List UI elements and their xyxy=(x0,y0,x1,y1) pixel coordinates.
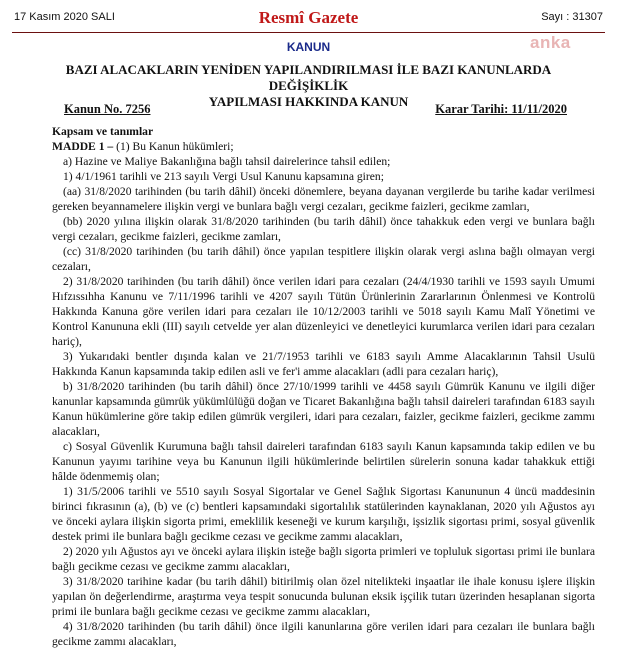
paragraph: 3) Yukarıdaki bentler dışında kalan ve 21/7/1953 tarihli ve 6183 sayılı Amme Alacaklarının Tahsil Usulü Hakkında Kanun kapsamında takip edilen asli ve fer'i amme alacakları (adli para cezaları hariç), xyxy=(52,350,595,378)
article-intro-text: (1) Bu Kanun hükümleri; xyxy=(113,140,234,153)
paragraph: 3) 31/8/2020 tarihine kadar (bu tarih dâhil) bitirilmiş olan özel nitelikteki inşaatlar ile ihale konusu işlere ilişkin yapılan ön değerlendirme, araştırma veya tespit sonucunda bulunan eksik işçilik tutarı üzerinden hesaplanan sigorta primi ile bunlara bağlı gecikme cezası ve gecikme zammı alacakları, xyxy=(52,575,595,618)
document-type-label: KANUN xyxy=(286,40,331,54)
header-divider xyxy=(12,32,605,33)
watermark-logo: anka xyxy=(530,33,571,52)
paragraph: (cc) 31/8/2020 tarihinden (bu tarih dâhil) önce yapılan tespitlere ilişkin olarak vergi aslına bağlı olmayan vergi cezaları, xyxy=(52,245,595,273)
paragraph: (bb) 2020 yılına ilişkin olarak 31/8/2020 tarihinden (bu tarih dâhil) önce tahakkuk eden vergi ve bunlara bağlı vergi cezaları, gecikme faizleri, gecikme zamları, xyxy=(52,215,595,243)
paragraph: 1) 31/5/2006 tarihli ve 5510 sayılı Sosyal Sigortalar ve Genel Sağlık Sigortası Kanununun 4 üncü maddesinin birinci fıkrasının (a), (b) ve (c) bentleri kapsamındaki sigortalılık statülerinden kaynaklanan, 2020 yılı Ağustos ayı ve önceki aylara ilişkin sigorta primi, emeklilik keseneği ve kurum karşılığı, işsizlik sigortası primi, sosyal güvenlik destek primi ile bunlara bağlı gecikme cezası ve gecikme zammı alacakları, xyxy=(52,485,595,543)
decision-date: Karar Tarihi: 11/11/2020 xyxy=(435,102,567,116)
paragraph: 2) 31/8/2020 tarihinden (bu tarih dâhil) önce verilen idari para cezaları (24/4/1930 tarihli ve 1593 sayılı Umumi Hıfzıssıhha Kanunu ve 7/11/1996 tarihli ve 4207 sayılı Tütün Ürünlerinin Zararlarının Önlenmesi ve Kontrolü Hakkında Kanuna göre verilen idari para cezaları ile 10/12/2003 tarihli ve 5018 sayılı Kamu Malî Yönetimi ve Kontrol Kanununa ekli (III) sayılı cetvelde yer alan düzenleyici ve denetleyici kurumlarca verilen idari para cezaları hariç), xyxy=(52,275,595,348)
paragraph: b) 31/8/2020 tarihinden (bu tarih dâhil) önce 27/10/1999 tarihli ve 4458 sayılı Gümrük Kanunu ve ilgili diğer kanunlar kapsamında gümrük yükümlülüğü doğan ve Ticaret Bakanlığına bağlı tahsil daireleri tarafından 6183 sayılı Kanun hükümlerine göre takip edilen gümrük vergileri, idari para cezaları, faizler, gecikme faizleri, gecikme zammı alacakları, xyxy=(52,380,595,438)
paragraph: (aa) 31/8/2020 tarihinden (bu tarih dâhil) önceki dönemlere, beyana dayanan vergilerde bu tarihe kadar verilmesi gereken beyannamelere ilişkin vergi ve bunlara bağlı vergi cezaları, gecikme faizleri, gecikme zamları, xyxy=(52,185,595,213)
issue-date: 17 Kasım 2020 SALI xyxy=(14,11,115,23)
article-intro xyxy=(52,139,595,154)
law-number: Kanun No. 7256 xyxy=(64,102,151,116)
law-title-line-1: BAZI ALACAKLARIN YENİDEN YAPILANDIRILMASI İLE BAZI KANUNLARDA DEĞİŞİKLİK xyxy=(65,62,552,93)
section-heading: Kapsam ve tanımlar xyxy=(52,125,154,138)
document-body xyxy=(52,124,595,649)
paragraph: 4) 31/8/2020 tarihinden (bu tarih dâhil) önce ilgili kanunlarına göre verilen idari para cezaları ile bunlara bağlı gecikme zammı alacakları, xyxy=(52,620,595,648)
issue-number: Sayı : 31307 xyxy=(541,11,603,23)
article-label: MADDE 1 – xyxy=(52,140,114,153)
gazette-title: Resmî Gazete xyxy=(258,8,359,27)
paragraph: c) Sosyal Güvenlik Kurumuna bağlı tahsil daireleri tarafından 6183 sayılı Kanun kapsamında takip edilen ve bu Kanunun yayımı tarihine veya bu Kanunun ilgili hükümlerinde belirtilen sürelerin sonuna kadar tahakkuk ettiği hâlde ödenmemiş olan; xyxy=(52,440,595,483)
paragraph: a) Hazine ve Maliye Bakanlığına bağlı tahsil dairelerince tahsil edilen; xyxy=(63,155,391,168)
paragraph: 2) 2020 yılı Ağustos ayı ve önceki aylara ilişkin isteğe bağlı sigorta primleri ve topluluk sigortası primi ile bunlara bağlı gecikme cezası ve gecikme zammı alacakları, xyxy=(52,545,595,573)
gazette-header xyxy=(0,0,617,34)
paragraph: 1) 4/1/1961 tarihli ve 213 sayılı Vergi Usul Kanunu kapsamına giren; xyxy=(63,170,384,183)
law-title-line-2: YAPILMASI HAKKINDA KANUN xyxy=(208,94,409,109)
